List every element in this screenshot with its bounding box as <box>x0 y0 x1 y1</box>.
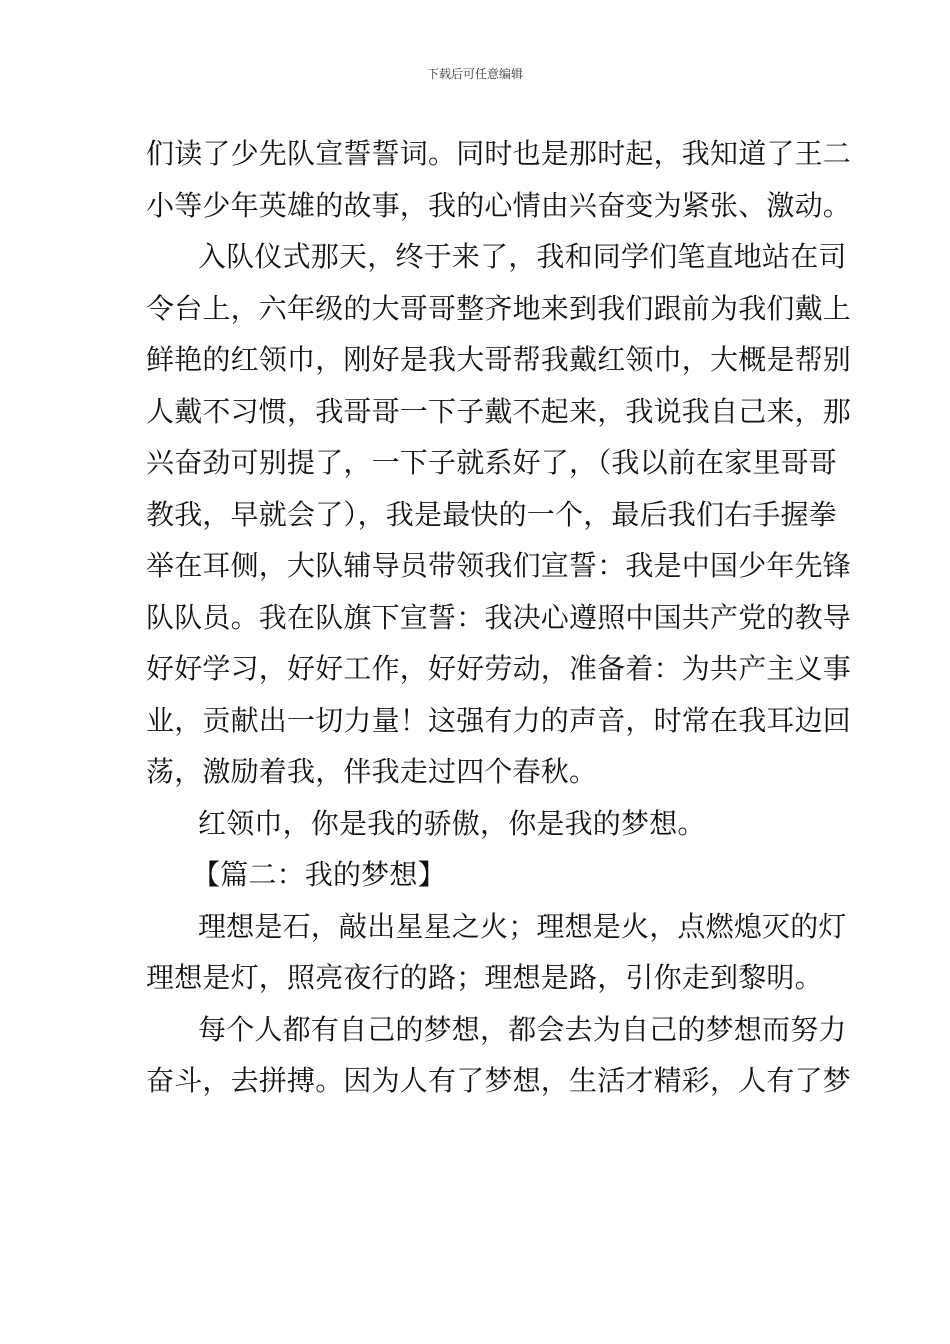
body-line: 们读了少先队宣誓誓词。同时也是那时起，我知道了王二 <box>146 137 852 170</box>
body-line: 举在耳侧，大队辅导员带领我们宣誓：我是中国少年先锋 <box>146 549 852 582</box>
document-body <box>146 128 852 1107</box>
paragraph-first-line: 红领巾，你是我的骄傲，你是我的梦想。 <box>198 806 706 840</box>
paragraph-first-line: 每个人都有自己的梦想，都会去为自己的梦想而努力 <box>198 1012 847 1046</box>
paragraph-first-line: 入队仪式那天，终于来了，我和同学们笔直地站在司 <box>198 240 847 273</box>
body-line: 好好学习，好好工作，好好劳动，准备着：为共产主义事 <box>146 652 852 685</box>
body-line: 小等少年英雄的故事，我的心情由兴奋变为紧张、激动。 <box>146 188 852 222</box>
page-header: 下载后可任意编辑 <box>426 67 523 81</box>
body-line: 兴奋劲可别提了，一下子就系好了，（我以前在家里哥哥 <box>146 446 838 479</box>
body-line: 业，贡献出一切力量！这强有力的声音，时常在我耳边回 <box>146 703 852 737</box>
body-line: 奋斗，去拼搏。因为人有了梦想，生活才精彩，人有了梦 <box>146 1064 852 1097</box>
paragraph-first-line: 理想是石，敲出星星之火；理想是火，点燃熄灭的灯 <box>198 909 847 943</box>
body-line: 队队员。我在队旗下宣誓：我决心遵照中国共产党的教导 <box>146 600 852 634</box>
body-line: 人戴不习惯，我哥哥一下子戴不起来，我说我自己来，那 <box>146 394 852 428</box>
body-line: 理想是灯，照亮夜行的路；理想是路，引你走到黎明。 <box>146 961 823 994</box>
section-heading: 【篇二：我的梦想】 <box>192 858 446 891</box>
body-line: 教我，早就会了），我是最快的一个，最后我们右手握拳 <box>146 497 838 531</box>
body-line: 令台上，六年级的大哥哥整齐地来到我们跟前为我们戴上 <box>146 291 852 325</box>
body-line: 荡，激励着我，伴我走过四个春秋。 <box>146 755 598 788</box>
body-line: 鲜艳的红领巾，刚好是我大哥帮我戴红领巾，大概是帮别 <box>146 343 852 376</box>
